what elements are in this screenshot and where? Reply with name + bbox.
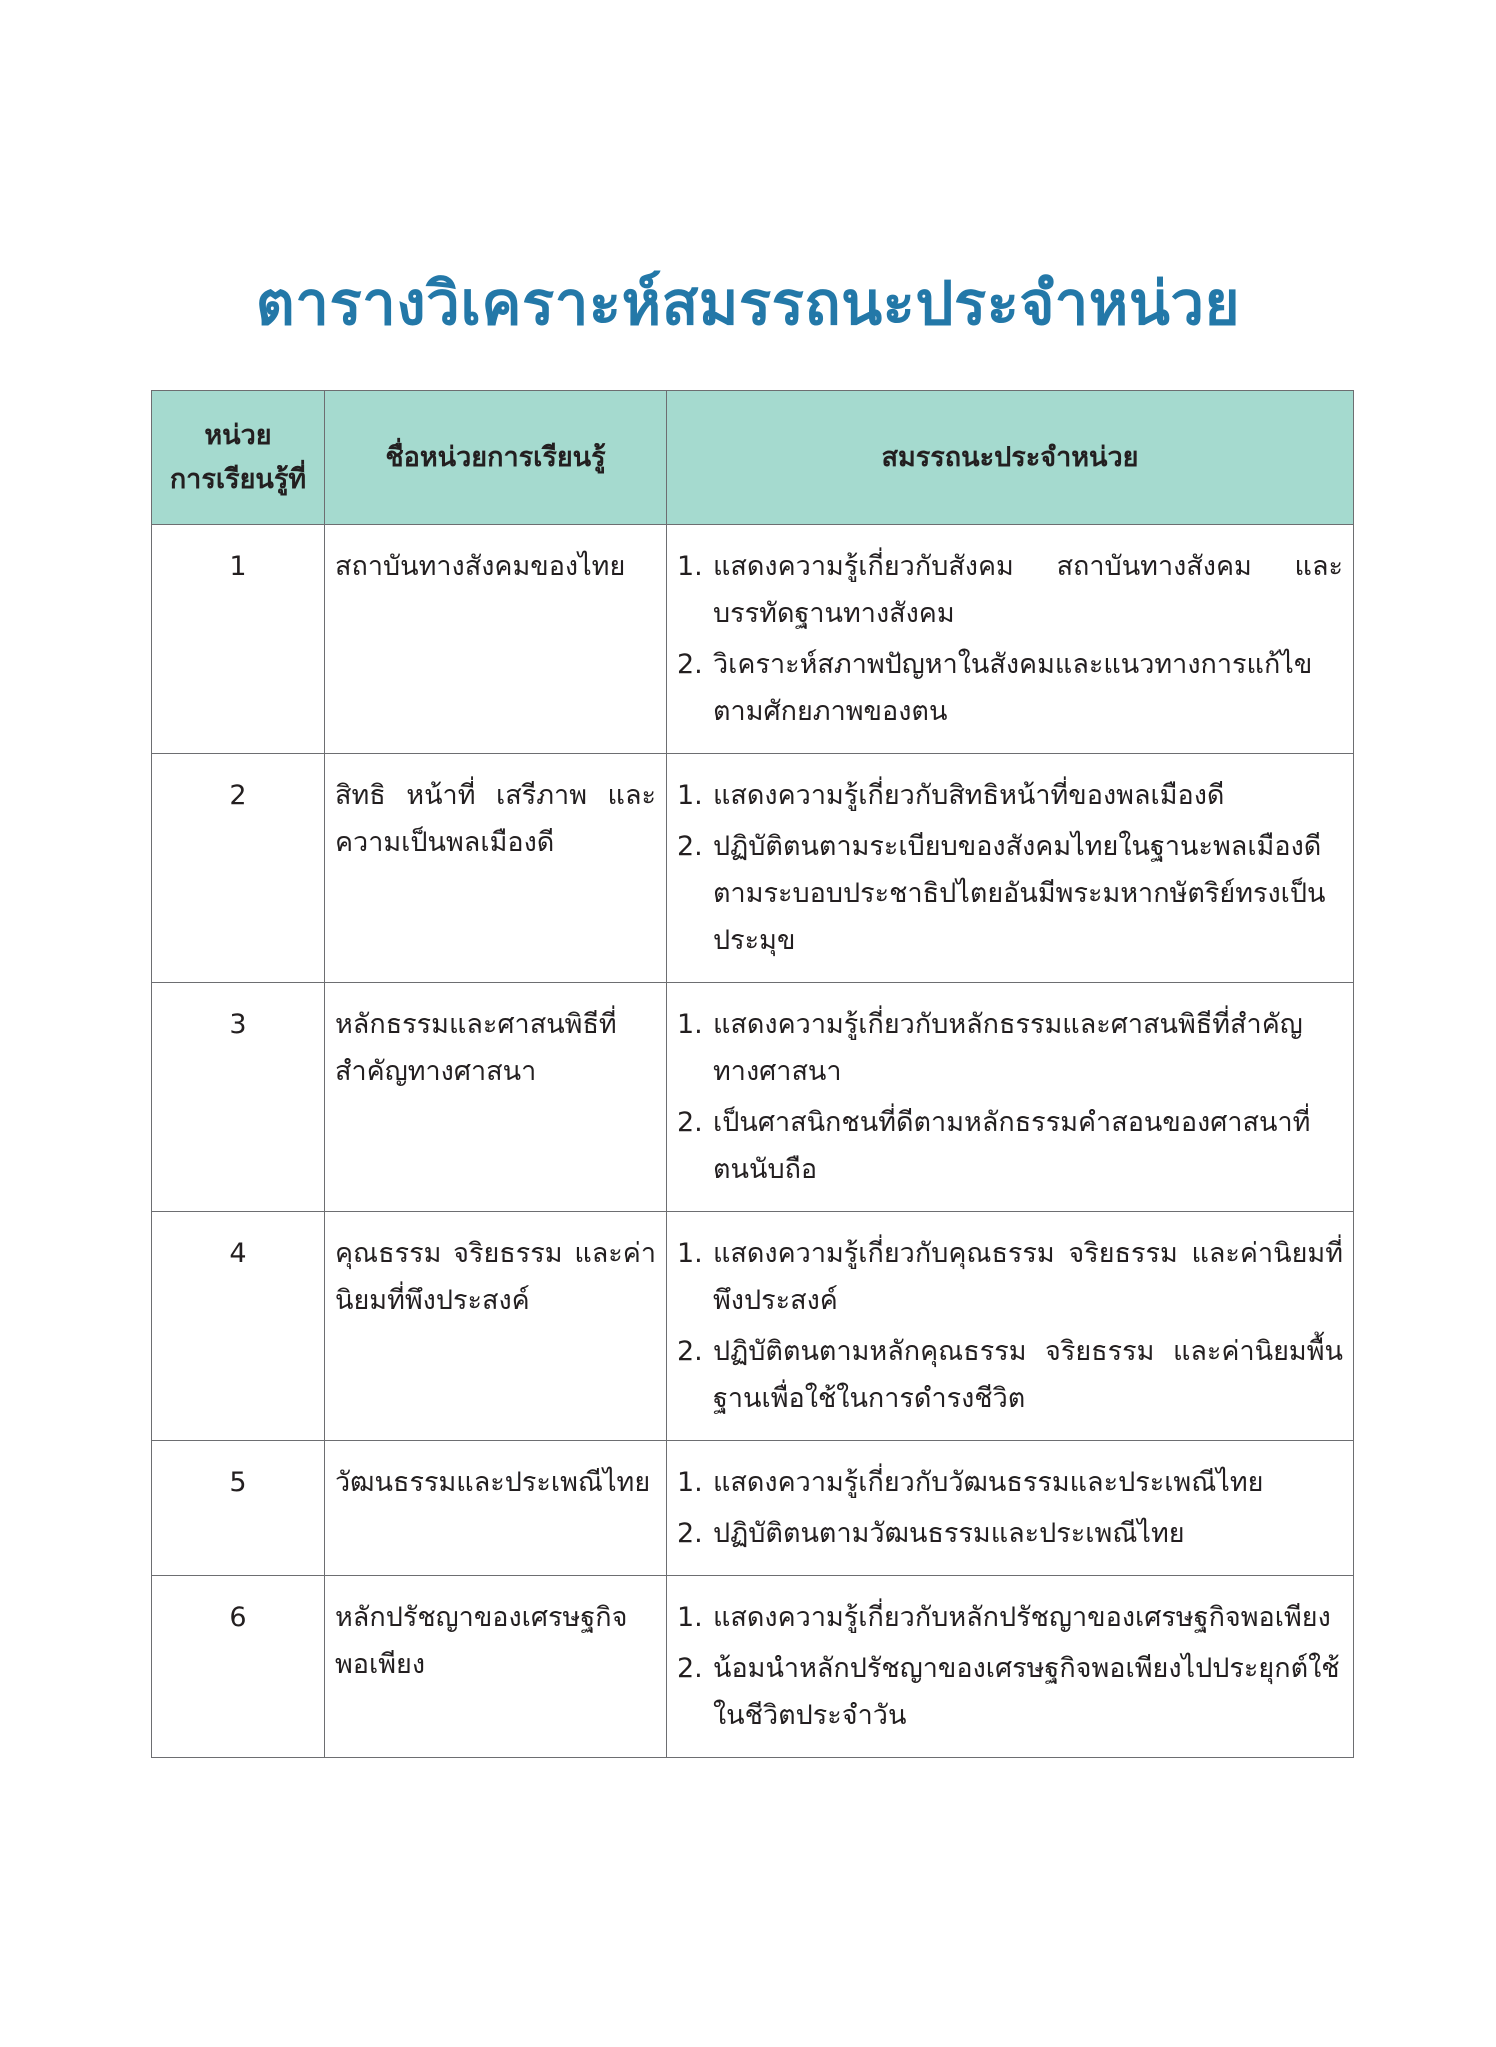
competency-item-text: แสดงความรู้เกี่ยวกับสิทธิหน้าที่ของพลเมืองดี [713,780,1225,811]
competency-table [151,390,1354,1758]
competency-item-number: 2. [677,831,703,862]
competency-cell [667,983,1354,1212]
competency-item-number: 1. [677,780,703,811]
competency-cell [667,1576,1354,1758]
competency-item [677,823,1343,964]
unit-name-cell: วัฒนธรรมและประเพณีไทย [325,1441,667,1576]
unit-name-cell: สถาบันทางสังคมของไทย [325,525,667,754]
table-row [152,1441,1354,1576]
header-unit-number [152,391,325,525]
competency-cell [667,1212,1354,1441]
competency-list [677,543,1343,735]
competency-item-text: วิเคราะห์สภาพปัญหาในสังคมและแนวทางการแก้ไขตามศักยภาพของตน [713,649,1313,727]
competency-item-text: แสดงความรู้เกี่ยวกับหลักปรัชญาของเศรษฐกิจพอเพียง [713,1602,1331,1633]
competency-item-number: 2. [677,649,703,680]
competency-item-number: 1. [677,1238,703,1269]
competency-item-number: 2. [677,1107,703,1138]
competency-item-text: เป็นศาสนิกชนที่ดีตามหลักธรรมคำสอนของศาสนาที่ตนนับถือ [713,1107,1311,1185]
table-row [152,525,1354,754]
competency-item [677,641,1343,735]
competency-item-text: แสดงความรู้เกี่ยวกับหลักธรรมและศาสนพิธีที่สำคัญทางศาสนา [713,1009,1303,1087]
header-competency: สมรรถนะประจำหน่วย [667,391,1354,525]
unit-number-cell: 6 [152,1576,325,1758]
page-title: ตารางวิเคราะห์สมรรถนะประจำหน่วย [255,269,1241,339]
competency-cell [667,525,1354,754]
table-row [152,983,1354,1212]
competency-item-number: 1. [677,551,703,582]
competency-item-number: 2. [677,1336,703,1367]
competency-item [677,1510,1343,1557]
competency-item [677,543,1343,637]
competency-item [677,1594,1343,1641]
unit-name-cell: สิทธิ หน้าที่ เสรีภาพ และความเป็นพลเมืองดี [325,754,667,983]
competency-list [677,1001,1343,1193]
competency-item [677,1645,1343,1739]
competency-list [677,772,1343,964]
competency-item [677,1459,1343,1506]
table-header-row [152,391,1354,525]
competency-item [677,1328,1343,1422]
unit-number-cell: 1 [152,525,325,754]
competency-item-number: 2. [677,1518,703,1549]
unit-name-cell: คุณธรรม จริยธรรม และค่านิยมที่พึงประสงค์ [325,1212,667,1441]
competency-item-text: น้อมนำหลักปรัชญาของเศรษฐกิจพอเพียงไปประยุกต์ใช้ในชีวิตประจำวัน [713,1653,1340,1731]
competency-item-number: 1. [677,1602,703,1633]
competency-item-text: ปฏิบัติตนตามระเบียบของสังคมไทยในฐานะพลเมืองดีตามระบอบประชาธิปไตยอันมีพระมหากษัตริย์ทรงเป็นประมุข [713,831,1326,956]
competency-item-number: 2. [677,1653,703,1684]
competency-item-number: 1. [677,1009,703,1040]
competency-item-text: แสดงความรู้เกี่ยวกับคุณธรรม จริยธรรม และค่านิยมที่พึงประสงค์ [713,1238,1343,1316]
competency-item-text: แสดงความรู้เกี่ยวกับสังคม สถาบันทางสังคม และบรรทัดฐานทางสังคม [713,551,1343,629]
unit-number-cell: 4 [152,1212,325,1441]
unit-name-cell: หลักปรัชญาของเศรษฐกิจพอเพียง [325,1576,667,1758]
unit-name-cell: หลักธรรมและศาสนพิธีที่สำคัญทางศาสนา [325,983,667,1212]
competency-list [677,1594,1343,1739]
competency-item [677,772,1343,819]
competency-item-text: ปฏิบัติตนตามวัฒนธรรมและประเพณีไทย [713,1518,1185,1549]
table-row [152,1576,1354,1758]
competency-cell [667,1441,1354,1576]
competency-item [677,1230,1343,1324]
header-unit-name: ชื่อหน่วยการเรียนรู้ [325,391,667,525]
competency-item-number: 1. [677,1467,703,1498]
competency-list [677,1230,1343,1422]
table-row [152,754,1354,983]
table-row [152,1212,1354,1441]
competency-list [677,1459,1343,1557]
competency-cell [667,754,1354,983]
competency-item [677,1001,1343,1095]
unit-number-cell: 5 [152,1441,325,1576]
unit-number-cell: 2 [152,754,325,983]
competency-item-text: แสดงความรู้เกี่ยวกับวัฒนธรรมและประเพณีไทย [713,1467,1264,1498]
competency-item [677,1099,1343,1193]
header-unit-line1: หน่วย [204,419,272,451]
unit-number-cell: 3 [152,983,325,1212]
header-unit-line2: การเรียนรู้ที่ [169,463,307,495]
competency-item-text: ปฏิบัติตนตามหลักคุณธรรม จริยธรรม และค่านิยมพื้นฐานเพื่อใช้ในการดำรงชีวิต [713,1336,1343,1414]
